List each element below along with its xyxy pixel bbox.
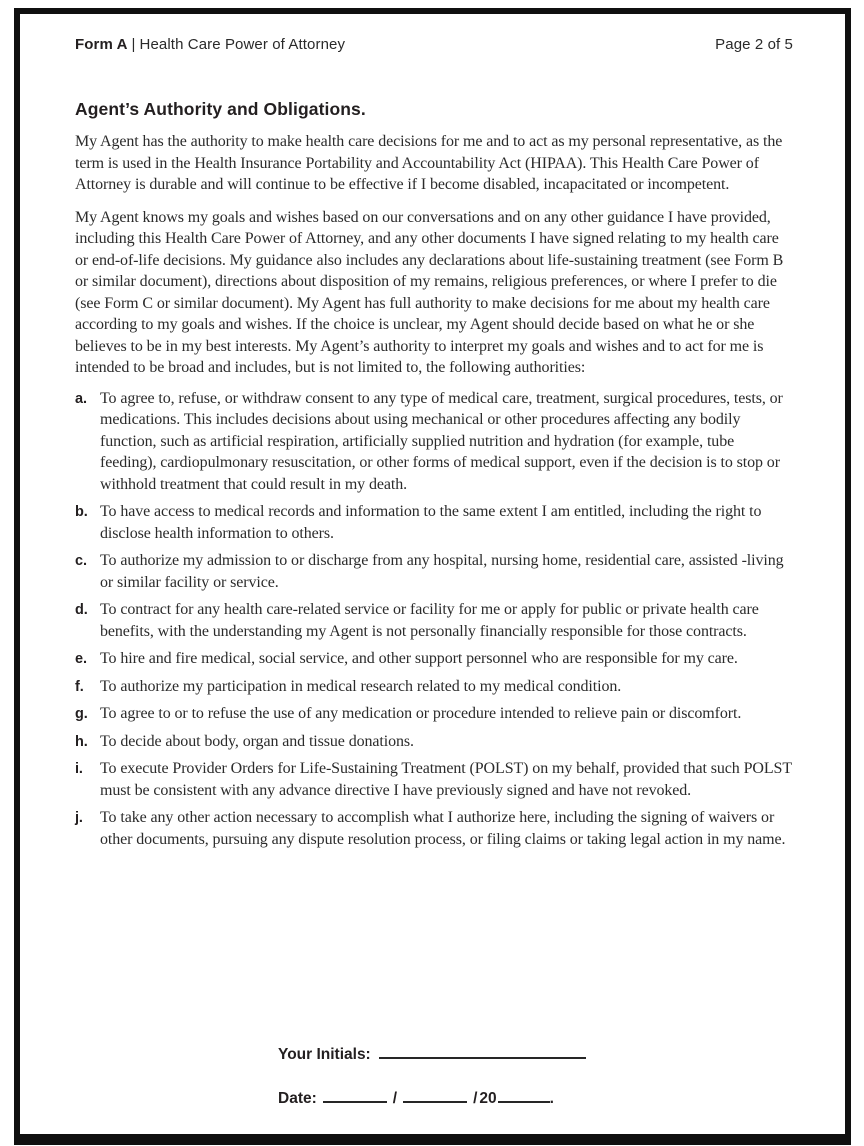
list-item-c bbox=[75, 550, 793, 593]
initials-row bbox=[278, 1044, 586, 1064]
year-prefix: 20 bbox=[479, 1090, 497, 1107]
list-item-g bbox=[75, 703, 793, 725]
form-label: Form A bbox=[75, 36, 128, 53]
initials-label: Your Initials: bbox=[278, 1046, 371, 1063]
date-day-fill-line[interactable] bbox=[403, 1088, 467, 1103]
page-content bbox=[20, 14, 845, 1134]
paragraph-authority: My Agent has the authority to make health care decisions for me and to act as my personal representative, as the term is used in the Health Insurance Portability and Accountability Act (HIPAA). This Health Care Power of Attorney is durable and will continue to be effective if I become disabled, incapacitated or incompetent. bbox=[75, 133, 783, 193]
form-identifier bbox=[75, 36, 345, 53]
paragraph-goals-wishes: My Agent knows my goals and wishes based on our conversations and on any other guidance I have provided, including this Health Care Power of Attorney, and any other documents I have signed relating to my health care or end-of-life decisions. My guidance also includes any declarations about life-sustaining treatment (see Form B or similar document), directions about disposition of my remains, religious preferences, or where I prefer to die (see Form C or similar document). My Agent has full authority to make decisions for me about my health care according to my goals and wishes. If the choice is unclear, my Agent should decide based on what he or she believes to be in my best interests. My Agent’s authority to interpret my goals and wishes and to act for me is intended to be broad and includes, but is not limited to, the following authorities: bbox=[75, 208, 784, 376]
list-text: To agree to, refuse, or withdraw consent to any type of medical care, treatment, surgical procedures, tests, or medications. This includes decisions about using mechanical or other procedures affecting any bodily function, such as artificial respiration, artificially supplied nutrition and hydration (for example, tube feeding), cardiopulmonary resuscitation, or other forms of medical support, even if the decision is to stop or withhold treatment that could result in my death. bbox=[100, 389, 783, 493]
initials-fill-line[interactable] bbox=[379, 1044, 586, 1059]
list-item-h bbox=[75, 731, 793, 753]
section-heading: Agent’s Authority and Obligations. bbox=[75, 99, 366, 119]
date-year-fill-line[interactable] bbox=[498, 1088, 550, 1103]
list-text: To authorize my admission to or discharge from any hospital, nursing home, residential care, assisted -living or similar facility or service. bbox=[100, 552, 784, 591]
list-marker: i. bbox=[75, 761, 83, 777]
page-indicator: Page 2 of 5 bbox=[715, 36, 793, 53]
list-text: To hire and fire medical, social service, and other support personnel who are responsible for my care. bbox=[100, 650, 738, 667]
list-marker: f. bbox=[75, 678, 84, 695]
date-separator: / bbox=[473, 1090, 478, 1107]
list-marker: d. bbox=[75, 602, 88, 618]
authority-list bbox=[75, 388, 793, 851]
list-text: To authorize my participation in medical research related to my medical condition. bbox=[100, 677, 622, 695]
page-header bbox=[75, 36, 793, 53]
list-marker: g. bbox=[75, 706, 88, 722]
list-marker: h. bbox=[75, 733, 88, 750]
list-marker: e. bbox=[75, 651, 87, 667]
period: . bbox=[549, 1090, 554, 1107]
date-month-fill-line[interactable] bbox=[323, 1088, 387, 1103]
list-item-f bbox=[75, 676, 793, 698]
signature-footer bbox=[278, 1044, 586, 1132]
list-text: To agree to or to refuse the use of any medication or procedure intended to relieve pain or discomfort. bbox=[100, 705, 742, 722]
list-item-e bbox=[75, 648, 793, 670]
list-text: To contract for any health care-related service or facility for me or apply for public or private health care benefits, with the understanding my Agent is not personally financially responsible for those contracts. bbox=[100, 601, 759, 640]
list-item-b bbox=[75, 501, 793, 544]
form-title: Health Care Power of Attorney bbox=[139, 36, 346, 53]
page-border-frame bbox=[14, 8, 851, 1145]
date-label: Date: bbox=[278, 1090, 317, 1107]
list-item-d bbox=[75, 599, 793, 642]
list-marker: a. bbox=[75, 390, 87, 407]
list-text: To have access to medical records and information to the same extent I am entitled, including the right to disclose health information to others. bbox=[100, 503, 762, 542]
list-item-j bbox=[75, 807, 793, 850]
list-text: To take any other action necessary to accomplish what I authorize here, including the signing of waivers or other documents, pursuing any dispute resolution process, or filing claims or taking legal action in my name. bbox=[100, 809, 786, 848]
list-item-a bbox=[75, 388, 793, 496]
list-marker: j. bbox=[75, 810, 83, 826]
date-row bbox=[278, 1088, 586, 1108]
header-separator: | bbox=[131, 36, 136, 53]
list-marker: b. bbox=[75, 504, 88, 520]
list-item-i bbox=[75, 758, 793, 801]
list-text: To execute Provider Orders for Life-Sustaining Treatment (POLST) on my behalf, provided that such POLST must be consistent with any advance directive I have previously signed and have not revoked. bbox=[100, 760, 792, 799]
list-marker: c. bbox=[75, 553, 87, 569]
date-separator: / bbox=[392, 1090, 398, 1107]
list-text: To decide about body, organ and tissue donations. bbox=[100, 732, 414, 750]
